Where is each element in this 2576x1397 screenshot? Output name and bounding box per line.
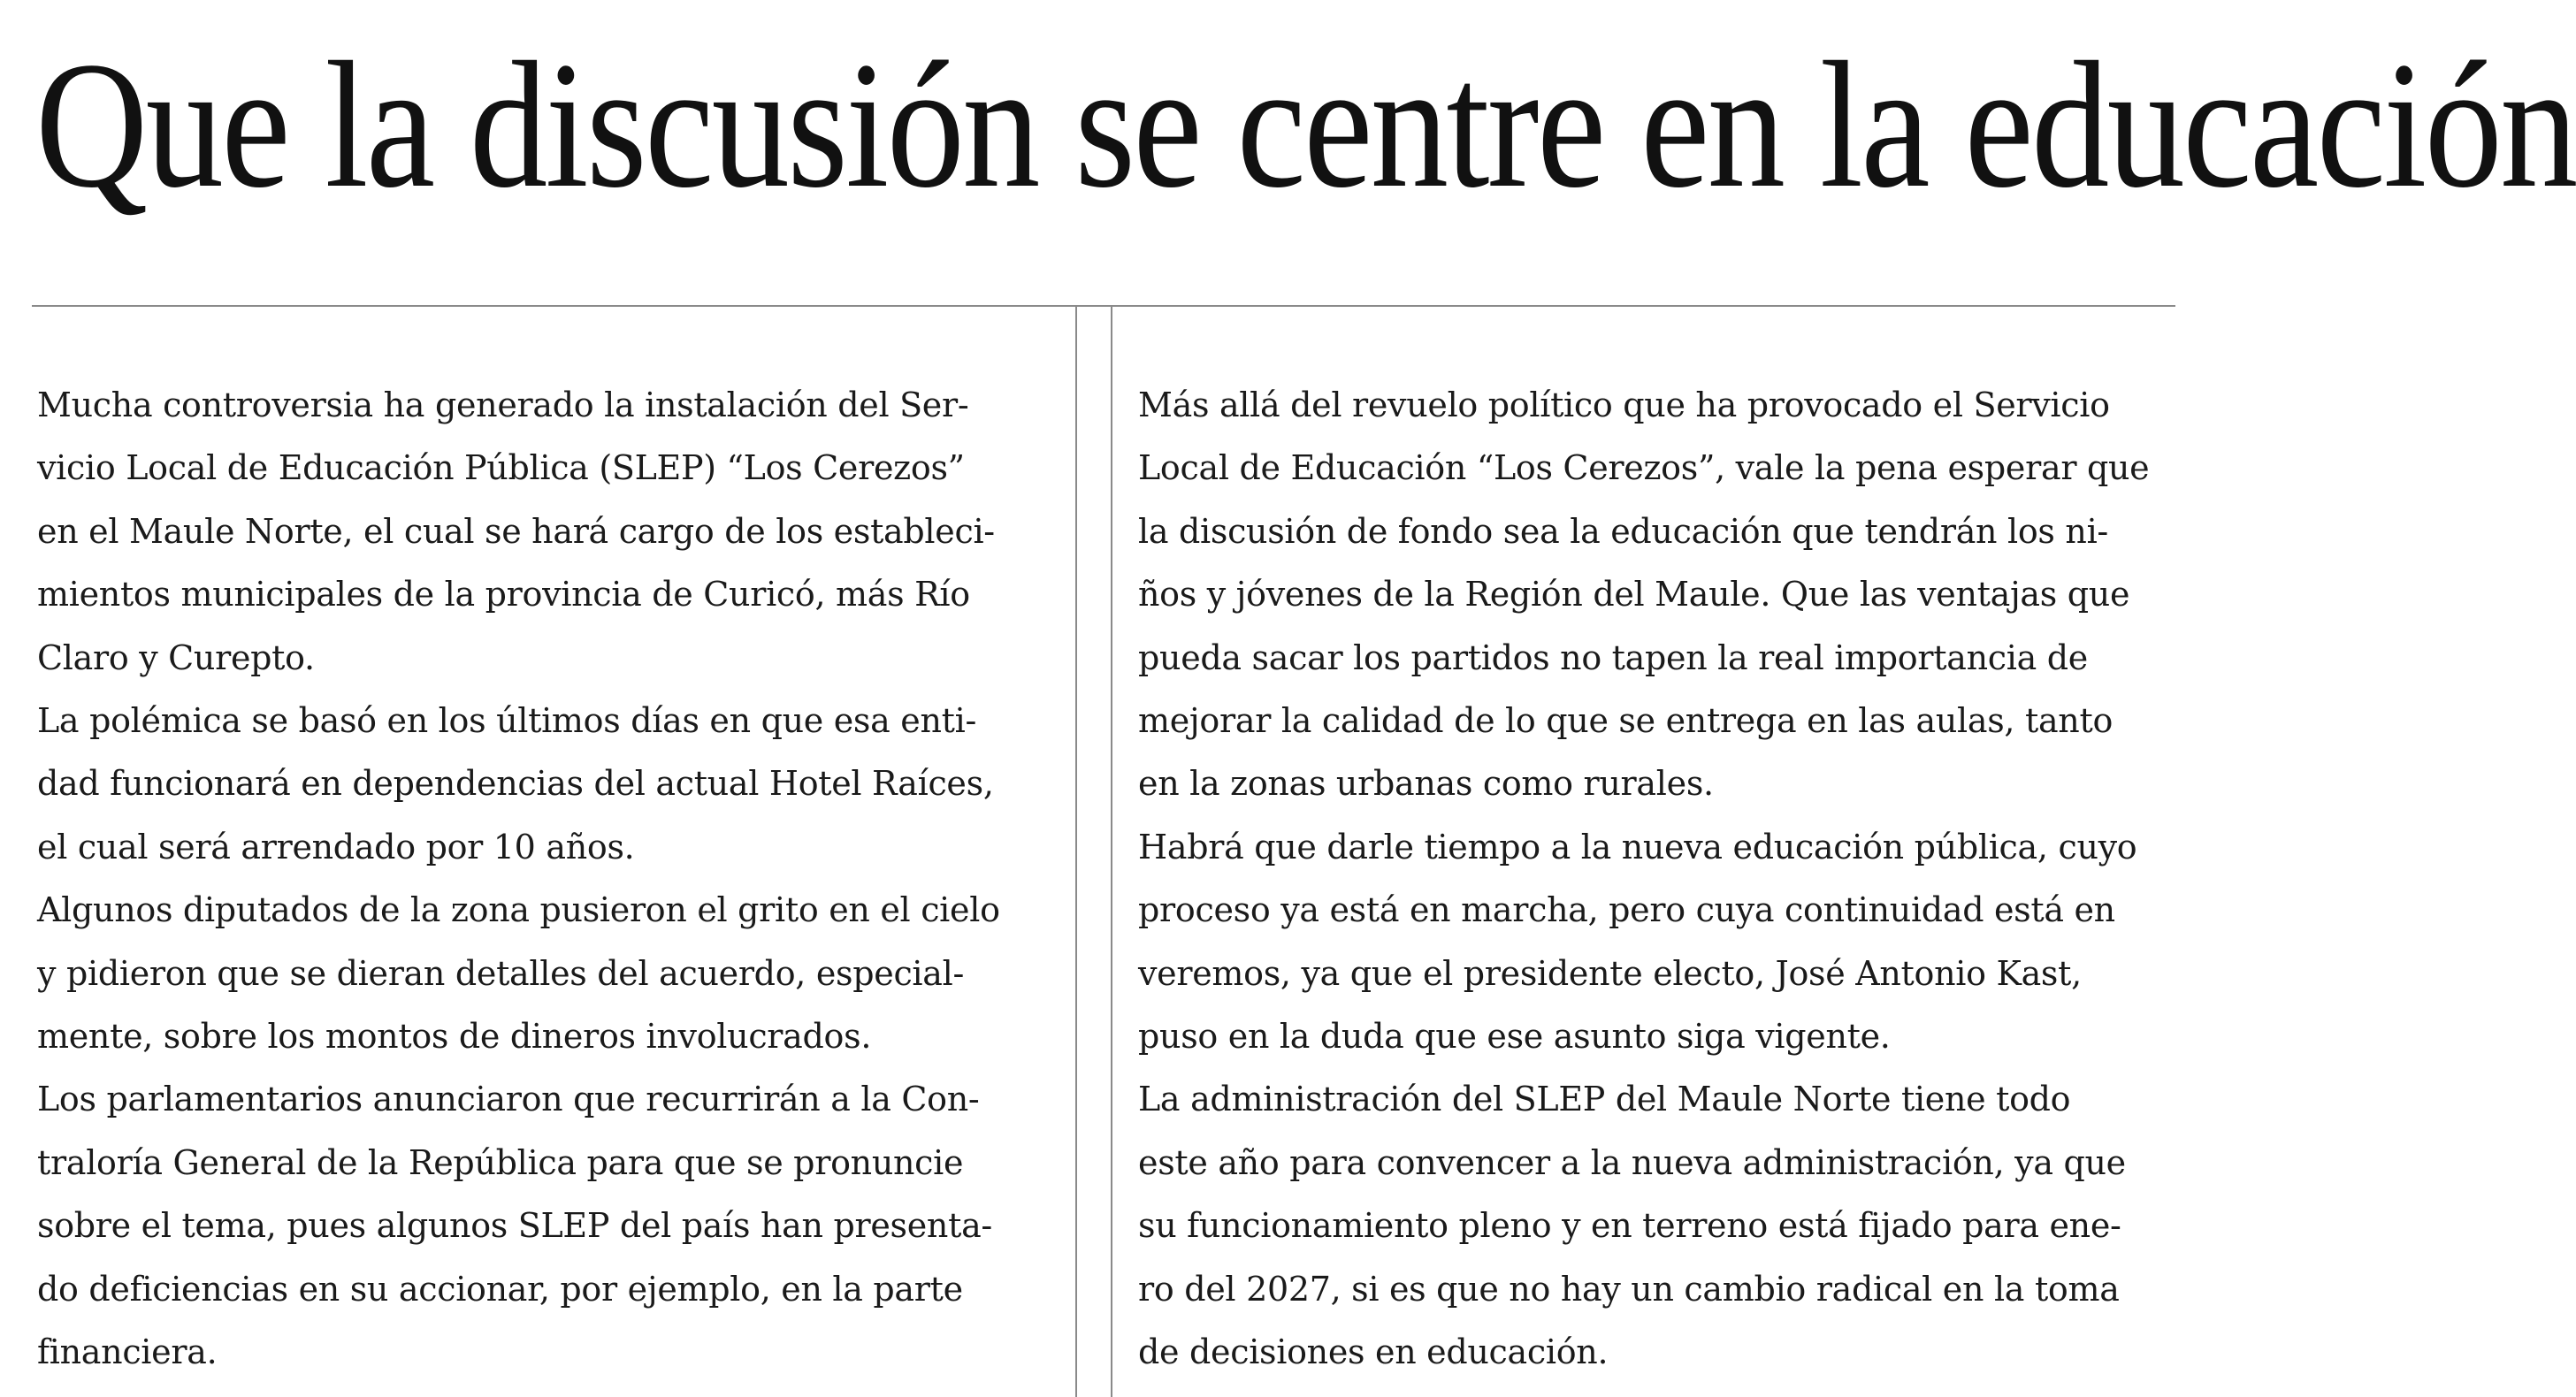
text-line: La administración del SLEP del Maule Norte tiene todo xyxy=(1138,1080,2071,1119)
text-line: Habrá que darle tiempo a la nueva educación pública, cuyo xyxy=(1138,827,2137,866)
article-column-right xyxy=(1138,374,2190,1385)
paragraph xyxy=(37,879,1054,1068)
text-line: en el Maule Norte, el cual se hará cargo de los estableci- xyxy=(37,511,995,551)
text-line: y pidieron que se dieran detalles del acuerdo, especial- xyxy=(37,953,965,993)
text-line: puso en la duda que ese asunto siga vigente. xyxy=(1138,1017,1891,1057)
text-line: la discusión de fondo sea la educación que tendrán los ni- xyxy=(1138,511,2108,551)
column-divider-right xyxy=(1111,306,1112,1397)
paragraph xyxy=(37,374,1054,690)
text-line: Local de Educación “Los Cerezos”, vale la pena esperar que xyxy=(1138,448,2150,488)
text-line: do deficiencias en su accionar, por ejemplo, en la parte xyxy=(37,1269,963,1309)
article-column-left xyxy=(37,374,1054,1385)
text-line: La polémica se basó en los últimos días en que esa enti- xyxy=(37,701,976,741)
text-line: financiera. xyxy=(37,1332,218,1372)
text-line: este año para convencer a la nueva administración, ya que xyxy=(1138,1142,2126,1182)
text-line: ro del 2027, si es que no hay un cambio radical en la toma xyxy=(1138,1269,2120,1309)
text-line: Claro y Curepto. xyxy=(37,637,315,677)
text-line: dad funcionará en dependencias del actual Hotel Raíces, xyxy=(37,764,994,804)
text-line: mejorar la calidad de lo que se entrega en las aulas, tanto xyxy=(1138,701,2114,741)
text-line: su funcionamiento pleno y en terreno está fijado para ene- xyxy=(1138,1206,2121,1246)
text-line: el cual será arrendado por 10 años. xyxy=(37,827,635,866)
headline: Que la discusión se centre en la educación xyxy=(35,25,2576,225)
paragraph xyxy=(1138,816,2190,1069)
paragraph xyxy=(37,690,1054,879)
text-line: veremos, ya que el presidente electo, José Antonio Kast, xyxy=(1138,953,2082,993)
paragraph xyxy=(1138,374,2190,816)
text-line: en la zonas urbanas como rurales. xyxy=(1138,764,1714,804)
text-line: vicio Local de Educación Pública (SLEP) “Los Cerezos” xyxy=(37,448,965,488)
paragraph xyxy=(1138,1068,2190,1384)
text-line: Más allá del revuelo político que ha provocado el Servicio xyxy=(1138,386,2110,424)
text-line: de decisiones en educación. xyxy=(1138,1332,1609,1372)
text-line: Algunos diputados de la zona pusieron el grito en el cielo xyxy=(37,890,1000,930)
text-line: pueda sacar los partidos no tapen la real importancia de xyxy=(1138,637,2088,677)
headline-rule xyxy=(32,305,2175,307)
text-line: Los parlamentarios anunciaron que recurrirán a la Con- xyxy=(37,1080,980,1119)
text-line: traloría General de la República para que se pronuncie xyxy=(37,1142,964,1182)
paragraph xyxy=(37,1068,1054,1384)
text-line: proceso ya está en marcha, pero cuya continuidad está en xyxy=(1138,890,2115,930)
text-line: Mucha controversia ha generado la instalación del Ser- xyxy=(37,386,969,424)
text-line: ños y jóvenes de la Región del Maule. Que las ventajas que xyxy=(1138,575,2130,615)
text-line: mente, sobre los montos de dineros involucrados. xyxy=(37,1017,872,1057)
text-line: mientos municipales de la provincia de Curicó, más Río xyxy=(37,575,970,615)
text-line: sobre el tema, pues algunos SLEP del país han presenta- xyxy=(37,1206,992,1246)
column-divider-left xyxy=(1075,306,1077,1397)
